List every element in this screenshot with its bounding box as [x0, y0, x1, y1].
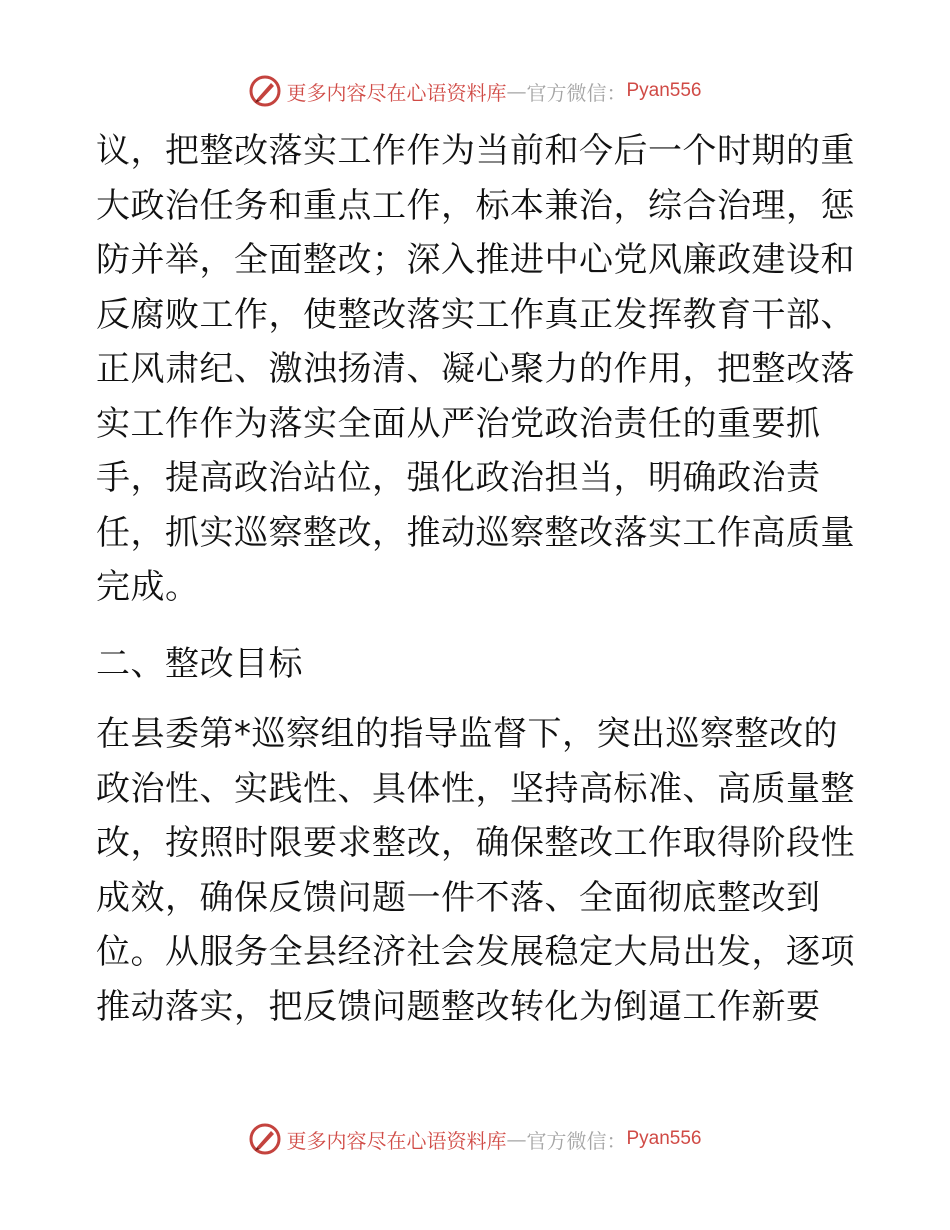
paragraph-spacer — [96, 615, 856, 637]
paragraph-1 — [96, 124, 856, 615]
paragraph-spacer — [96, 691, 856, 707]
watermark-separator: — — [506, 1127, 527, 1151]
text-line: 完成。 — [96, 567, 200, 607]
text-line: 实工作作为落实全面从严治党政治责任的重要抓 — [96, 403, 821, 444]
text-line: 位。从服务全县经济社会发展稳定大局出发，逐项 — [96, 932, 855, 972]
text-line: 政治性、实践性、具体性，坚持高标准、高质量整 — [96, 768, 855, 809]
document-body — [96, 124, 856, 1034]
section-heading: 二、整改目标 — [96, 643, 303, 684]
text-line: 手，提高政治站位，强化政治担当，明确政治责 — [96, 458, 821, 498]
text-line: 正风肃纪、激浊扬清、凝心聚力的作用，把整改落 — [96, 349, 855, 389]
watermark-label: 官方微信： — [526, 80, 627, 105]
watermark-label: 官方微信： — [526, 1128, 627, 1153]
text-line: 在县委第*巡察组的指导监督下，突出巡察整改的 — [96, 714, 838, 754]
watermark-handle: Pyan556 — [626, 80, 702, 101]
text-line: 改，按照时限要求整改，确保整改工作取得阶段性 — [96, 823, 855, 863]
watermark-handle: Pyan556 — [626, 1128, 702, 1149]
watermark-text: 更多内容尽在心语资料库 — [286, 1128, 507, 1153]
pen-logo-icon — [248, 74, 282, 108]
paragraph-2 — [96, 707, 856, 1034]
text-line: 防并举，全面整改；深入推进中心党风廉政建设和 — [96, 240, 855, 280]
text-line: 大政治任务和重点工作，标本兼治，综合治理，惩 — [96, 185, 855, 226]
text-line: 任，抓实巡察整改，推动巡察整改落实工作高质量 — [96, 512, 855, 553]
footer-watermark — [0, 1119, 950, 1159]
text-line: 议，把整改落实工作作为当前和今后一个时期的重 — [96, 131, 855, 171]
header-watermark — [0, 71, 950, 111]
watermark-separator: — — [506, 79, 527, 103]
watermark-text: 更多内容尽在心语资料库 — [286, 80, 507, 105]
pen-logo-icon — [248, 1122, 282, 1156]
text-line: 推动落实，把反馈问题整改转化为倒逼工作新要 — [96, 986, 821, 1027]
text-line: 成效，确保反馈问题一件不落、全面彻底整改到 — [96, 877, 821, 918]
text-line: 反腐败工作，使整改落实工作真正发挥教育干部、 — [96, 294, 855, 335]
